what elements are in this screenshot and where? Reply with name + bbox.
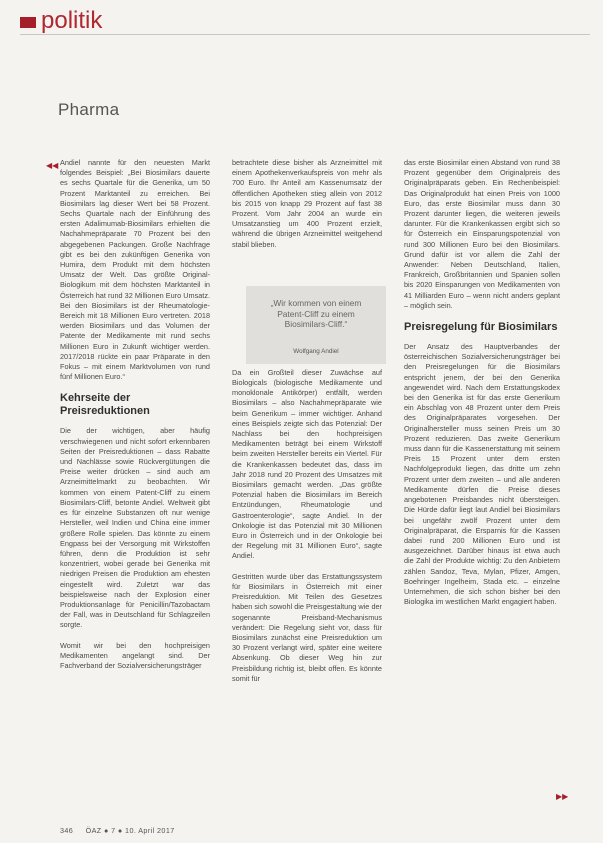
pull-quote-text: „Wir kommen von einem Patent-Cliff zu einem Biosimilars-Cliff.“ — [270, 298, 362, 329]
article-end-icon: ▶▶ — [556, 792, 569, 801]
body-paragraph: Die der wichtigen, aber häufig verschwiegenen und nicht sofort erkennbaren Seiten der Preisreduktionen – dass Rabatte und Nachlässe sowie Rückvergütungen die Preise weiter drücken – sind auch am Arzneimittelmarkt zu beobachten. Wir kommen von einem Patent-Cliff zu einem Biosimilars-Cliff, betonte Andiel. Weltweit gibt es für einzelne Substanzen oft nur wenige Hersteller, weil Indien und China eine immer größere Rolle spielen. Das könnte zu einem Engpass bei der Versorgung mit Wirkstoffen führen, denn die Produktion ist sehr konzentriert, wobei gerade bei Generika mit niedrigen Preisen die Produktion am ehesten eingestellt wird. Zuletzt war das beispielsweise nach der Explosion einer Produktionsanlage für Penicillin/Tazobactam der Fall, was in Deutschland für Schlagzeilen sorgte. — [60, 426, 210, 630]
page-number: 346 — [60, 826, 74, 835]
body-paragraph: Andiel nannte für den neuesten Markt folgendes Beispiel: „Bei Biosimilars dauerte es sechs Quartale für die Generika, um 50 Prozent Marktanteil zu erreichen. Bei Biosimilars lag dieser Wert bei 58 Prozent. Sechs Quartale nach der Einführung des ersten Adalimumab-Biosimilars erhielten die Nachahmepräparate 70 Prozent bei den abgegebenen Packungen. Große Nachfrage gibt es bei den zukünftigen Generika von Humira, dem Produkt mit dem höchsten Umsatz der Welt. Das größte Original-Biologikum mit dem höchsten Marktanteil in Österreich hat rund 32 Millionen Euro Umsatz. Bei den Biosimilars ist der Rheumatologie-Bereich mit 18 Millionen Euro vertreten. 2018 werden Biosimilars und das Volumen der Patente der Medikamente mit rund sechs Millionen Euro in Zukunft wichtiger werden. 2017/2018 rückte ein paar Präparate in den Fokus – mit einem Marktvolumen von rund fünf Millionen Euro.“ — [60, 158, 210, 382]
article-kicker: Pharma — [58, 100, 120, 119]
body-paragraph: das erste Biosimilar einen Abstand von rund 38 Prozent gegenüber dem Originalpreis des Originalpräparats geben. Ein Rechenbeispiel: Das Originalprodukt hat einen Preis von 1000 Euro, das erste Biosimilar muss dann 30 Prozent darunter liegen, die weiteren jeweils darunter. Für die Krankenkassen ergibt sich so für Österreich ein Einsparungspotenzial von rund 300 Millionen Euro bei den Biosimilars. Grund dafür ist vor allem die Zahl der Anwender: Neben Deutschland, Italien, Frankreich, Großbritannien und Spanien sollen bis 2020 Einsparungen von Medikamenten von 41 Milliarden Euro – wenn nicht anders geplant – möglich sein. — [404, 158, 560, 310]
page-footer — [60, 826, 175, 835]
subheading: Preisregelung für Biosimilars — [404, 321, 558, 334]
body-paragraph: Womit wir bei den hochpreisigen Medikamenten angelangt sind. Der Fachverband der Sozialversicherungsträger — [60, 640, 210, 670]
pull-quote — [246, 286, 386, 364]
article-start-icon: ◀◀ — [46, 161, 59, 170]
publication-info: ÖAZ ● 7 ● 10. April 2017 — [85, 826, 175, 835]
header-divider — [20, 34, 590, 35]
body-paragraph: betrachtete diese bisher als Arzneimittel mit einem Apothekenverkaufspreis von mehr als 700 Euro. Ihr Anteil am Kassenumsatz der öffentlichen Apotheken stieg allein von 2012 bis 2015 von knapp 29 Prozent auf fast 38 Prozent. Vom Jahr 2004 an wurde ein Umsatzanstieg um 400 Prozent erzielt, während die übrigen Arzneimittel weitgehend stabil blieben. — [232, 158, 382, 249]
body-paragraph: Der Ansatz des Hauptverbandes der österreichischen Sozialversicherungsträger bei den Preisregelungen für die Biosimilars entspricht jenem, der bei den Generika angewendet wird. Nach dem Erstattungskodex bei den Generika ist für das erste Generikum ein Abschlag von 48 Prozent unter dem Preis des Originalpräparates vorgesehen. Der Originalhersteller muss seinen Preis um 30 Prozent reduzieren. Das zweite Generikum muss dann für die Kassenerstattung mit seinem Preis 15 Prozent unter dem ersten Nachfolgeprodukt liegen, das dritte um zehn Prozent unter dem zweiten – und alle anderen Medikamente dürfen die Preise dieses angebotenen Preisbandes nicht übersteigen. Die Hürde dafür liegt laut Andiel bei Biosimilars bei ungefähr zwölf Prozent unter dem Originalpräparat, die Ersparnis für die Kassen dabei rund 200 Millionen Euro und ist ausgezeichnet. Darüber hinaus ist etwa auch die Zahl der Produkte wichtig: Zu den Anbietern zählen Sandoz, Teva, Mylan, Pfizer, Amgen, Boehringer Ingelheim, Stada etc. – einzelne Unternehmen, die sich schon bisher bei den Biologika im westlichen Markt engagiert haben. — [404, 342, 560, 607]
text-column-3 — [404, 158, 560, 607]
pull-quote-author: Wolfgang Andiel — [293, 348, 339, 355]
section-title: politik — [41, 7, 103, 34]
body-paragraph: Gestritten wurde über das Erstattungssystem für Biosimilars in Österreich mit einer Preisreduktion. Mit Teilen des Gesetzes haben sich sowohl die Preisgestaltung wie der sogenannte Preisband-Mechanismus verändert: Die Regelung sieht vor, dass für Biosimilars zunächst eine Preisreduktion um 30 Prozent verlangt wird, später eine weitere Absenkung. Ob dieser Weg hin zur Preisbildung richtig ist, bleibt offen. Es könnte somit für — [232, 571, 382, 683]
body-paragraph: Da ein Großteil dieser Zuwächse auf Biologicals (biologische Medikamente und monoklonale Antikörper) entfällt, werden Biosimilars – also Nachahmepräparate wie beim Generikum – immer wichtiger. Anhand eines Beispiels zeigte sich das Potenzial: Der Nachlass bei den hochpreisigen Medikamenten beträgt bei einem Wirkstoff beim zweiten Hersteller bereits ein Viertel. Für die Krankenkassen bedeutet das, dass im Jahr 2018 rund 20 Prozent des Umsatzes mit Biosimilars gemacht werden. „Das größte Potenzial haben die Biosimilars im Bereich Entzündungen, Rheumatologie und Gastroenterologie“, sagte Andiel. In der Onkologie ist das Potenzial mit 30 Millionen Euro in Österreich und in der Onkologie bei der Regelung mit 31 Millionen Euro“, sagte Andiel. — [232, 367, 382, 561]
section-marker — [20, 17, 36, 28]
text-column-1 — [60, 158, 210, 671]
subheading: Kehrseite der Preisreduktionen — [60, 392, 150, 418]
text-column-2 — [232, 158, 382, 684]
